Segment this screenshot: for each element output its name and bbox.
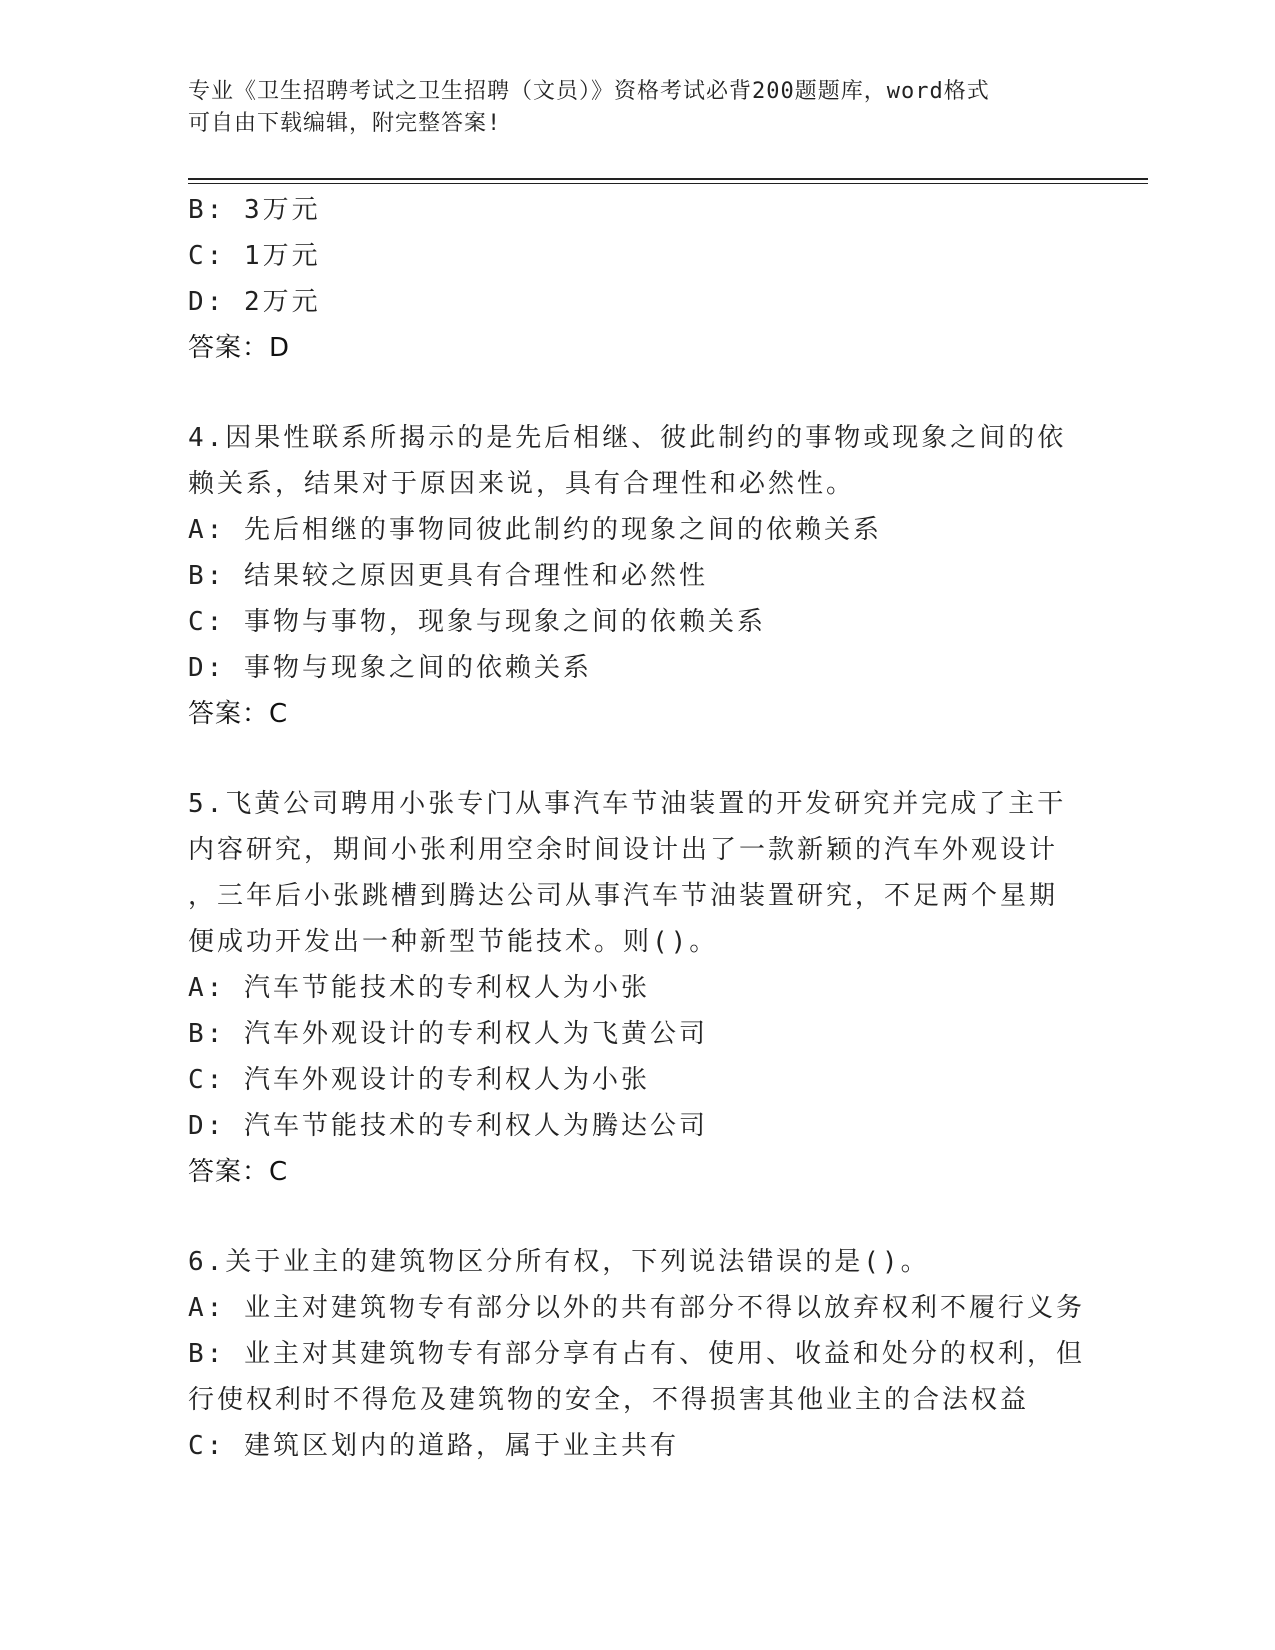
q4-option-b: B: 结果较之原因更具有合理性和必然性 bbox=[188, 561, 708, 591]
question-6 bbox=[188, 1239, 1088, 1469]
header-title-line-1: 专业《卫生招聘考试之卫生招聘（文员）》资格考试必背200题题库，word格式 bbox=[188, 79, 990, 104]
q5-option-d: D: 汽车节能技术的专利权人为腾达公司 bbox=[188, 1111, 708, 1141]
q4-option-d: D: 事物与现象之间的依赖关系 bbox=[188, 653, 592, 683]
header-rule-thin bbox=[188, 183, 1148, 184]
q6-stem-line-1: 6.关于业主的建筑物区分所有权，下列说法错误的是()。 bbox=[188, 1247, 930, 1277]
question-3 bbox=[188, 187, 1088, 371]
q5-stem-line-3: ，三年后小张跳槽到腾达公司从事汽车节油装置研究，不足两个星期 bbox=[188, 881, 1059, 911]
spacer bbox=[188, 737, 1088, 781]
spacer bbox=[188, 1195, 1088, 1239]
q5-option-a: A: 汽车节能技术的专利权人为小张 bbox=[188, 973, 650, 1003]
header-rule-thick bbox=[188, 178, 1148, 180]
spacer bbox=[188, 371, 1088, 415]
q4-stem-line-2: 赖关系，结果对于原因来说，具有合理性和必然性。 bbox=[188, 469, 856, 499]
q5-answer: 答案：C bbox=[188, 1157, 289, 1187]
q4-option-a: A: 先后相继的事物同彼此制约的现象之间的依赖关系 bbox=[188, 515, 882, 545]
q5-stem-line-4: 便成功开发出一种新型节能技术。则()。 bbox=[188, 927, 719, 957]
q3-option-b: B: 3万元 bbox=[188, 195, 321, 225]
q6-option-a: A: 业主对建筑物专有部分以外的共有部分不得以放弃权利不履行义务 bbox=[188, 1293, 1085, 1323]
question-4 bbox=[188, 415, 1088, 737]
question-5 bbox=[188, 781, 1088, 1195]
q3-answer: 答案：D bbox=[188, 333, 291, 363]
q3-option-c: C: 1万元 bbox=[188, 241, 321, 271]
q5-stem-line-1: 5.飞黄公司聘用小张专门从事汽车节油装置的开发研究并完成了主干 bbox=[188, 789, 1067, 819]
q6-option-b-line-2: 行使权利时不得危及建筑物的安全，不得损害其他业主的合法权益 bbox=[188, 1385, 1030, 1415]
q4-option-c: C: 事物与事物，现象与现象之间的依赖关系 bbox=[188, 607, 766, 637]
q6-option-c: C: 建筑区划内的道路，属于业主共有 bbox=[188, 1431, 679, 1461]
page-header bbox=[188, 76, 1068, 140]
document-body bbox=[188, 187, 1088, 1469]
header-title-line-2: 可自由下载编辑，附完整答案! bbox=[188, 111, 502, 136]
q5-option-b: B: 汽车外观设计的专利权人为飞黄公司 bbox=[188, 1019, 708, 1049]
q4-answer: 答案：C bbox=[188, 699, 289, 729]
q6-option-b-line-1: B: 业主对其建筑物专有部分享有占有、使用、收益和处分的权利，但 bbox=[188, 1339, 1085, 1369]
q3-option-d: D: 2万元 bbox=[188, 287, 321, 317]
q5-stem-line-2: 内容研究，期间小张利用空余时间设计出了一款新颖的汽车外观设计 bbox=[188, 835, 1059, 865]
q5-option-c: C: 汽车外观设计的专利权人为小张 bbox=[188, 1065, 650, 1095]
q4-stem-line-1: 4.因果性联系所揭示的是先后相继、彼此制约的事物或现象之间的依 bbox=[188, 423, 1067, 453]
